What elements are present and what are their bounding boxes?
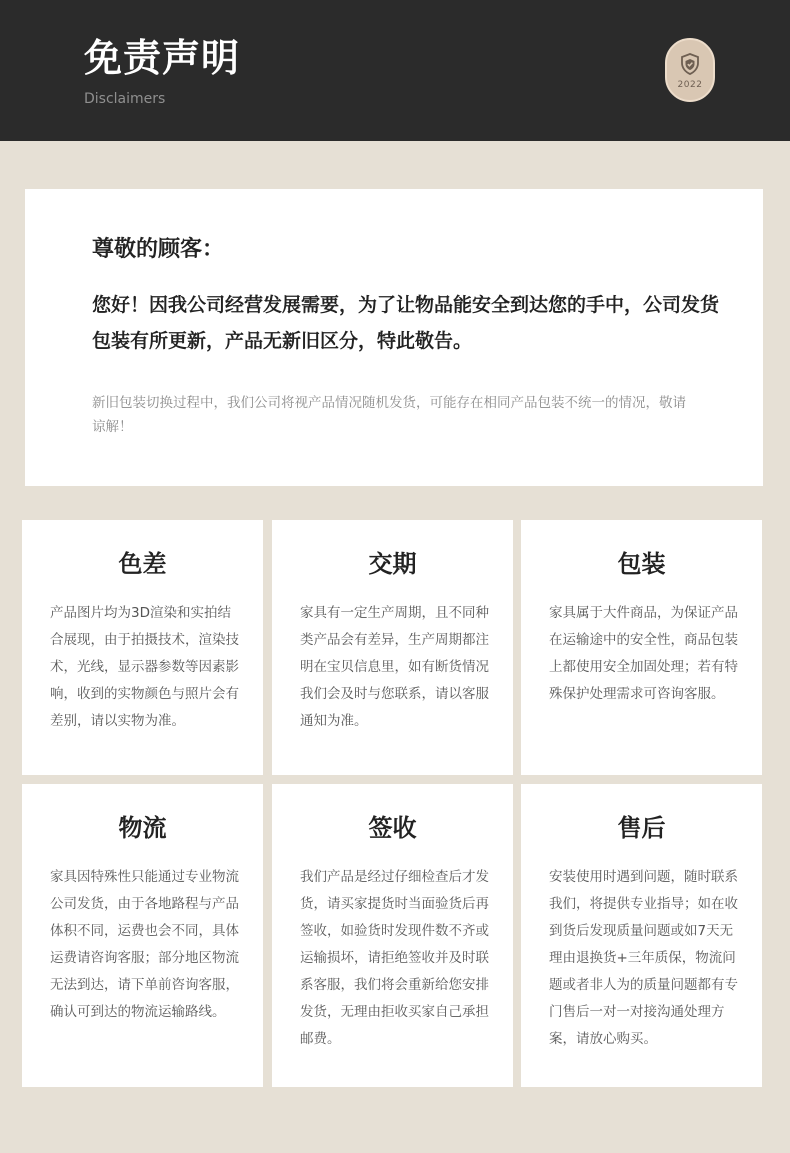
card-delivery-time — [272, 520, 513, 775]
main-notice-text: 您好！因我公司经营发展需要，为了让物品能安全到达您的手中，公司发货包装有所更新，产品无新旧区分，特此敬告。 — [92, 294, 720, 352]
card-logistics — [22, 784, 263, 1087]
card-body: 家具因特殊性只能通过专业物流公司发货，由于各地路程与产品体积不同，运费也会不同，具体运费请咨询客服；部分地区物流无法到达，请下单前咨询客服，确认可到达的物流运输路线。 — [50, 869, 239, 1020]
shield-icon — [680, 53, 700, 75]
card-title: 物流 — [118, 814, 167, 842]
intro-card — [25, 189, 763, 486]
card-signing — [272, 784, 513, 1087]
card-packaging — [521, 520, 762, 775]
header-banner — [0, 0, 790, 141]
card-body: 家具有一定生产周期，且不同种类产品会有差异，生产周期都注明在宝贝信息里，如有断货情况我们会及时与您联系，请以客服通知为准。 — [300, 605, 489, 729]
greeting-text: 尊敬的顾客： — [92, 237, 225, 262]
note-text: 新旧包装切换过程中，我们公司将视产品情况随机发货，可能存在相同产品包装不统一的情况，敬请谅解！ — [92, 395, 686, 435]
page-subtitle: Disclaimers — [84, 91, 166, 107]
card-body: 产品图片均为3D渲染和实拍结合展现，由于拍摄技术，渲染技术，光线，显示器参数等因素影响，收到的实物颜色与照片会有差别，请以实物为准。 — [50, 605, 239, 729]
card-title: 色差 — [118, 550, 167, 578]
card-title: 包装 — [617, 550, 666, 578]
card-body: 我们产品是经过仔细检查后才发货，请买家提货时当面验货后再签收，如验货时发现件数不齐或运输损坏，请拒绝签收并及时联系客服，我们将会重新给您安排发货，无理由拒收买家自己承担邮费。 — [300, 869, 489, 1047]
card-color-difference — [22, 520, 263, 775]
card-body: 家具属于大件商品，为保证产品在运输途中的安全性，商品包装上都使用安全加固处理；若有特殊保护处理需求可咨询客服。 — [549, 605, 738, 702]
card-after-sales — [521, 784, 762, 1087]
badge-year: 2022 — [677, 80, 703, 90]
card-body: 安装使用时遇到问题，随时联系我们，将提供专业指导；如在收到货后发现质量问题或如7天无理由退换货+三年质保，物流问题或者非人为的质量问题都有专门售后一对一对接沟通处理方案，请放心购买。 — [549, 869, 738, 1047]
page-title: 免责声明 — [84, 36, 241, 80]
card-title: 交期 — [368, 550, 417, 578]
card-title: 签收 — [368, 814, 417, 842]
card-title: 售后 — [617, 814, 666, 842]
year-badge — [665, 38, 715, 102]
